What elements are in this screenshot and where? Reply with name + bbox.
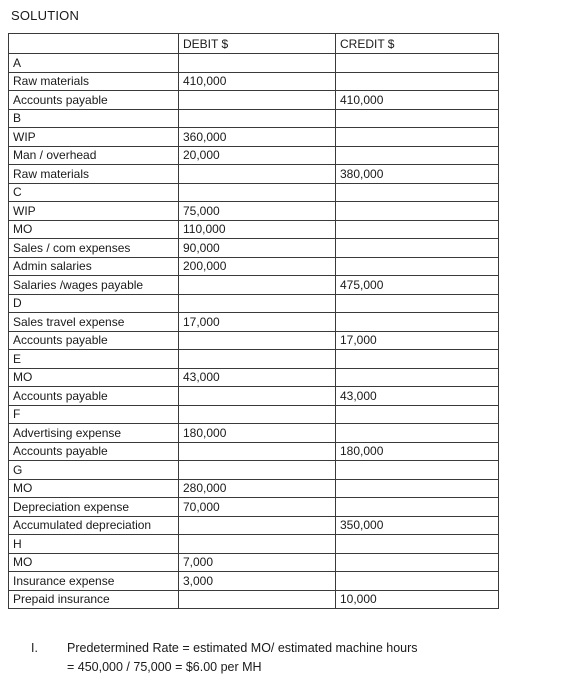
credit-cell: 17,000 xyxy=(336,331,499,350)
account-cell: G xyxy=(9,461,179,480)
account-cell: H xyxy=(9,535,179,554)
account-cell: Insurance expense xyxy=(9,572,179,591)
credit-cell xyxy=(336,424,499,443)
table-row xyxy=(9,202,499,221)
account-cell: Accumulated depreciation xyxy=(9,516,179,535)
account-cell: Sales travel expense xyxy=(9,313,179,332)
account-cell: D xyxy=(9,294,179,313)
account-cell: Accounts payable xyxy=(9,387,179,406)
account-cell: WIP xyxy=(9,202,179,221)
debit-cell xyxy=(179,294,336,313)
table-row xyxy=(9,54,499,73)
table-row xyxy=(9,535,499,554)
debit-cell xyxy=(179,590,336,609)
account-cell: Accounts payable xyxy=(9,442,179,461)
table-row xyxy=(9,294,499,313)
credit-cell xyxy=(336,146,499,165)
table-row xyxy=(9,479,499,498)
credit-cell xyxy=(336,220,499,239)
account-column-header xyxy=(9,34,179,54)
debit-cell: 280,000 xyxy=(179,479,336,498)
credit-cell xyxy=(336,239,499,258)
table-row xyxy=(9,313,499,332)
debit-cell xyxy=(179,109,336,128)
account-cell: Raw materials xyxy=(9,165,179,184)
credit-cell xyxy=(336,405,499,424)
credit-column-header: CREDIT $ xyxy=(336,34,499,54)
table-row xyxy=(9,350,499,369)
table-row xyxy=(9,183,499,202)
credit-cell xyxy=(336,350,499,369)
debit-cell xyxy=(179,387,336,406)
note-number: I. xyxy=(31,641,38,655)
debit-column-header: DEBIT $ xyxy=(179,34,336,54)
credit-cell xyxy=(336,202,499,221)
credit-cell xyxy=(336,368,499,387)
account-cell: Depreciation expense xyxy=(9,498,179,517)
credit-cell: 180,000 xyxy=(336,442,499,461)
table-row xyxy=(9,165,499,184)
debit-cell xyxy=(179,54,336,73)
account-cell: Admin salaries xyxy=(9,257,179,276)
note-text xyxy=(67,639,418,677)
account-cell: Advertising expense xyxy=(9,424,179,443)
account-cell: F xyxy=(9,405,179,424)
account-cell: Salaries /wages payable xyxy=(9,276,179,295)
debit-cell: 43,000 xyxy=(179,368,336,387)
credit-cell xyxy=(336,479,499,498)
credit-cell: 43,000 xyxy=(336,387,499,406)
credit-cell xyxy=(336,72,499,91)
table-row xyxy=(9,368,499,387)
debit-cell xyxy=(179,461,336,480)
credit-cell xyxy=(336,572,499,591)
credit-cell: 10,000 xyxy=(336,590,499,609)
debit-cell: 360,000 xyxy=(179,128,336,147)
debit-cell: 70,000 xyxy=(179,498,336,517)
debit-cell xyxy=(179,165,336,184)
table-row xyxy=(9,516,499,535)
table-row xyxy=(9,257,499,276)
debit-cell: 75,000 xyxy=(179,202,336,221)
account-cell: MO xyxy=(9,220,179,239)
table-row xyxy=(9,498,499,517)
credit-cell xyxy=(336,313,499,332)
credit-cell: 380,000 xyxy=(336,165,499,184)
credit-cell: 410,000 xyxy=(336,91,499,110)
table-row xyxy=(9,239,499,258)
table-row xyxy=(9,91,499,110)
table-row xyxy=(9,276,499,295)
debit-cell: 410,000 xyxy=(179,72,336,91)
table-row xyxy=(9,220,499,239)
table-row xyxy=(9,405,499,424)
journal-table xyxy=(8,33,499,609)
table-row xyxy=(9,128,499,147)
note-line: = 450,000 / 75,000 = $6.00 per MH xyxy=(67,660,262,674)
debit-cell: 20,000 xyxy=(179,146,336,165)
credit-cell xyxy=(336,109,499,128)
debit-cell: 180,000 xyxy=(179,424,336,443)
account-cell: MO xyxy=(9,553,179,572)
account-cell: Raw materials xyxy=(9,72,179,91)
debit-cell xyxy=(179,276,336,295)
table-header-row xyxy=(9,34,499,54)
debit-cell: 90,000 xyxy=(179,239,336,258)
credit-cell xyxy=(336,461,499,480)
debit-cell xyxy=(179,331,336,350)
account-cell: Prepaid insurance xyxy=(9,590,179,609)
table-row xyxy=(9,109,499,128)
account-cell: A xyxy=(9,54,179,73)
table-row xyxy=(9,553,499,572)
credit-cell xyxy=(336,54,499,73)
account-cell: Accounts payable xyxy=(9,331,179,350)
debit-cell xyxy=(179,91,336,110)
credit-cell xyxy=(336,257,499,276)
debit-cell xyxy=(179,405,336,424)
table-row xyxy=(9,572,499,591)
table-row xyxy=(9,331,499,350)
page-heading: SOLUTION xyxy=(11,8,80,23)
table-row xyxy=(9,146,499,165)
credit-cell xyxy=(336,553,499,572)
debit-cell: 7,000 xyxy=(179,553,336,572)
credit-cell: 475,000 xyxy=(336,276,499,295)
account-cell: B xyxy=(9,109,179,128)
debit-cell xyxy=(179,183,336,202)
table-row xyxy=(9,461,499,480)
note-line: Predetermined Rate = estimated MO/ estimated machine hours xyxy=(67,641,418,655)
table-row xyxy=(9,424,499,443)
credit-cell: 350,000 xyxy=(336,516,499,535)
table-row xyxy=(9,387,499,406)
debit-cell: 110,000 xyxy=(179,220,336,239)
account-cell: E xyxy=(9,350,179,369)
account-cell: Accounts payable xyxy=(9,91,179,110)
credit-cell xyxy=(336,183,499,202)
account-cell: Sales / com expenses xyxy=(9,239,179,258)
debit-cell xyxy=(179,535,336,554)
debit-cell: 200,000 xyxy=(179,257,336,276)
account-cell: C xyxy=(9,183,179,202)
credit-cell xyxy=(336,128,499,147)
account-cell: Man / overhead xyxy=(9,146,179,165)
debit-cell: 3,000 xyxy=(179,572,336,591)
credit-cell xyxy=(336,498,499,517)
account-cell: WIP xyxy=(9,128,179,147)
account-cell: MO xyxy=(9,479,179,498)
table-row xyxy=(9,442,499,461)
debit-cell xyxy=(179,442,336,461)
journal-body xyxy=(9,54,499,609)
debit-cell xyxy=(179,516,336,535)
credit-cell xyxy=(336,535,499,554)
credit-cell xyxy=(336,294,499,313)
account-cell: MO xyxy=(9,368,179,387)
table-row xyxy=(9,72,499,91)
debit-cell: 17,000 xyxy=(179,313,336,332)
table-row xyxy=(9,590,499,609)
debit-cell xyxy=(179,350,336,369)
